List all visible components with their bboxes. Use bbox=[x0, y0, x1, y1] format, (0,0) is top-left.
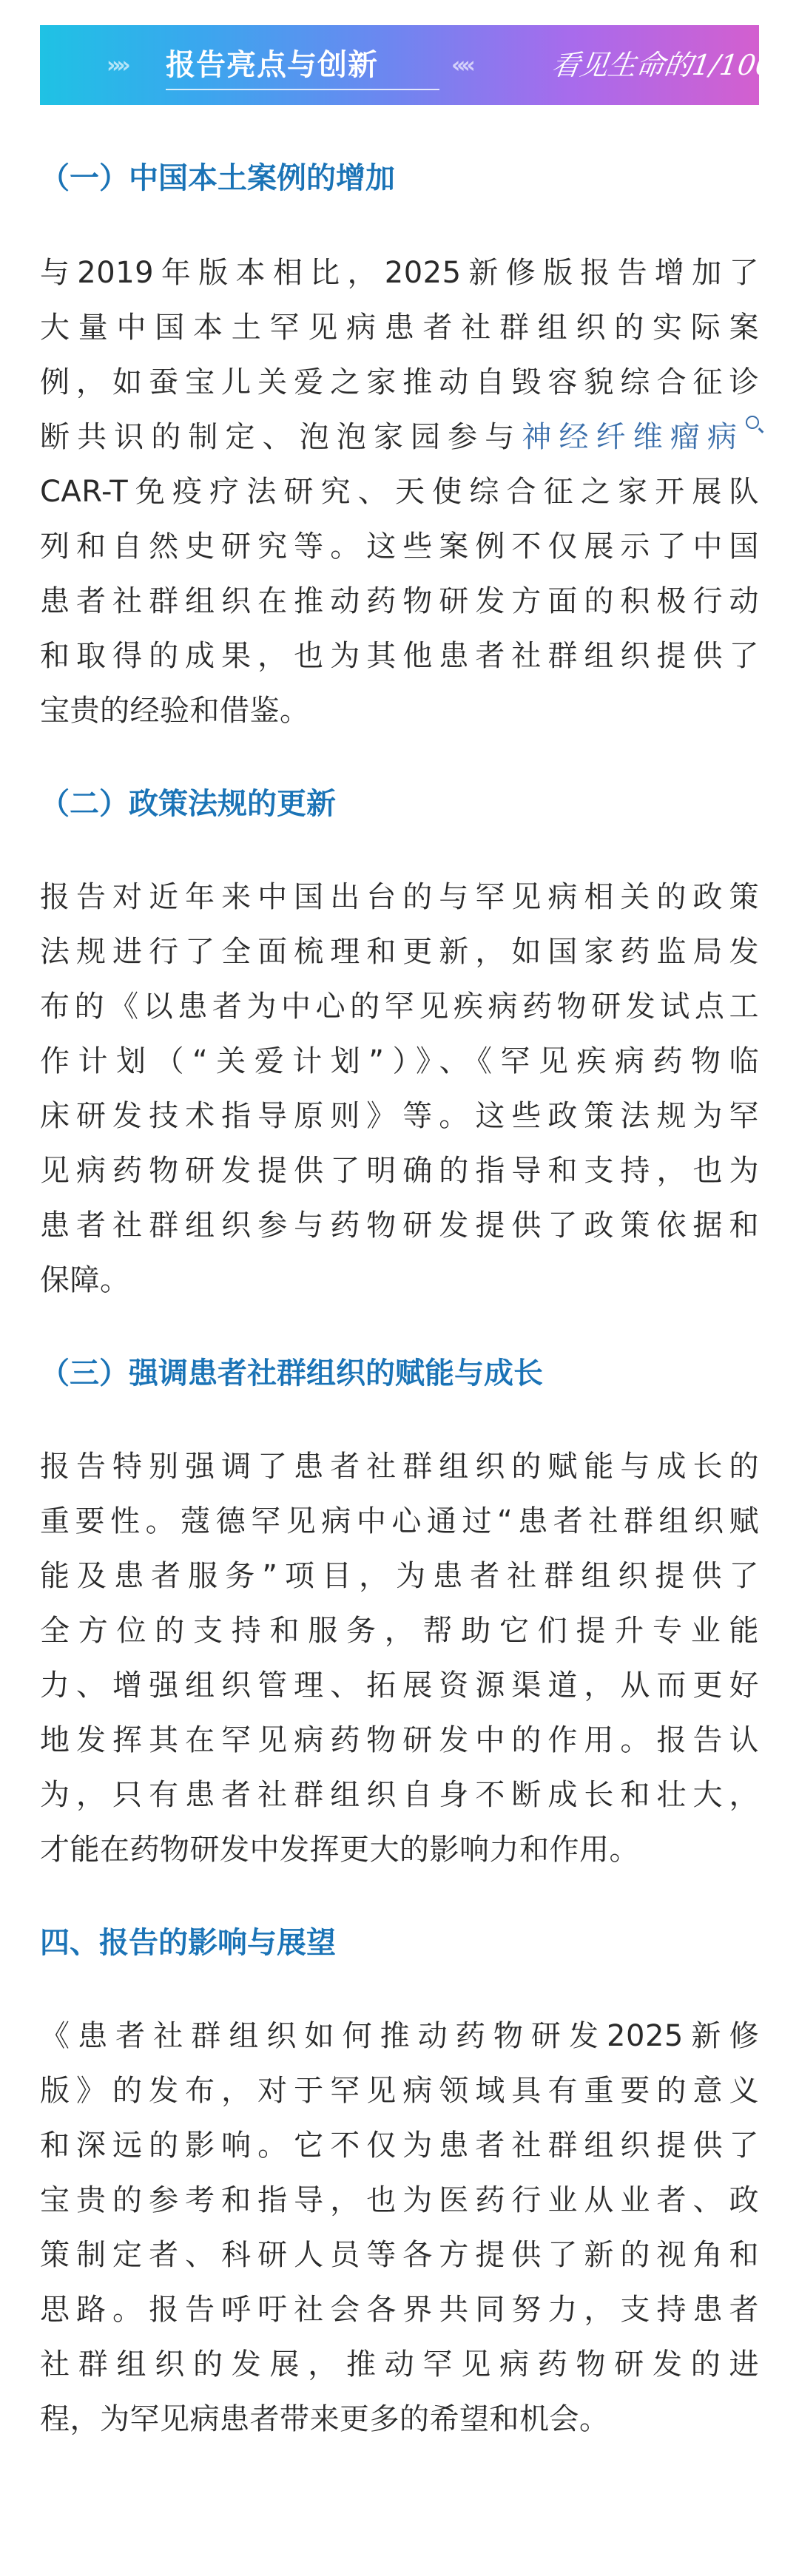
paragraph-line-text: 断共识的制定、泡泡家园参与 bbox=[40, 420, 522, 454]
paragraph-line: 策制定者、科研人员等各方提供了新的视角和 bbox=[40, 2238, 759, 2272]
section-heading-3: （三）强调患者社群组织的赋能与成长 bbox=[40, 1356, 543, 1390]
paragraph-line: 程，为罕见病患者带来更多的希望和机会。 bbox=[40, 2402, 610, 2436]
section-banner bbox=[40, 25, 794, 105]
paragraph-line-with-link bbox=[40, 410, 759, 464]
paragraph-line: 作计划（“关爱计划”）》、《罕见疾病药物临 bbox=[40, 1044, 759, 1078]
paragraph-line: 和深远的影响。它不仅为患者社群组织提供了 bbox=[40, 2129, 759, 2163]
paragraph-line: 保障。 bbox=[40, 1263, 130, 1297]
paragraph-line: 《患者社群组织如何推动药物研发2025新修 bbox=[40, 2019, 759, 2053]
paragraph-line: 与2019年版本相比，2025新修版报告增加了 bbox=[40, 256, 759, 290]
banner-title: 报告亮点与创新 bbox=[166, 48, 378, 82]
paragraph-line: 患者社群组织在推动药物研发方面的积极行动 bbox=[40, 584, 759, 618]
section-paragraph-3 bbox=[40, 1439, 759, 1877]
paragraph-line: 全方位的支持和服务，帮助它们提升专业能 bbox=[40, 1614, 759, 1648]
keyword-link[interactable]: 神经纤维瘤病 bbox=[522, 420, 745, 454]
chevron-left-icon: «« bbox=[451, 52, 471, 78]
paragraph-line: 患者社群组织参与药物研发提供了政策依据和 bbox=[40, 1208, 759, 1243]
paragraph-line: 大量中国本土罕见病患者社群组织的实际案 bbox=[40, 311, 759, 345]
paragraph-line: 能及患者服务”项目，为患者社群组织提供了 bbox=[40, 1559, 759, 1593]
paragraph-line: 宝贵的经验和借鉴。 bbox=[40, 694, 310, 728]
section-heading-2: （二）政策法规的更新 bbox=[40, 787, 336, 821]
paragraph-line: 见病药物研发提供了明确的指导和支持，也为 bbox=[40, 1154, 759, 1188]
paragraph-line: 力、增强组织管理、拓展资源渠道，从而更好 bbox=[40, 1669, 759, 1703]
paragraph-line: 重要性。蔻德罕见病中心通过“患者社群组织赋 bbox=[40, 1504, 759, 1538]
paragraph-line: 报告对近年来中国出台的与罕见病相关的政策 bbox=[40, 880, 759, 914]
paragraph-line: 地发挥其在罕见病药物研发中的作用。报告认 bbox=[40, 1723, 759, 1757]
paragraph-line: 例，如蚕宝儿关爱之家推动自毁容貌综合征诊 bbox=[40, 365, 759, 399]
chevron-right-icon: »» bbox=[107, 52, 127, 78]
paragraph-line: 版》的发布，对于罕见病领域具有重要的意义 bbox=[40, 2074, 759, 2108]
paragraph-line: 社群组织的发展，推动罕见病药物研发的进 bbox=[40, 2347, 759, 2381]
paragraph-line: 布的《以患者为中心的罕见疾病药物研发试点工 bbox=[40, 990, 759, 1024]
paragraph-line: 宝贵的参考和指导，也为医药行业从业者、政 bbox=[40, 2183, 759, 2217]
article-body bbox=[40, 111, 759, 2447]
paragraph-line: 才能在药物研发中发挥更大的影响力和作用。 bbox=[40, 1833, 639, 1867]
paragraph-line: 思路。报告呼吁社会各界共同努力，支持患者 bbox=[40, 2293, 759, 2327]
banner-slogan-logo: 看见生命的1/1000 bbox=[549, 49, 794, 81]
section-paragraph-1 bbox=[40, 246, 759, 738]
section-heading-4: 四、报告的影响与展望 bbox=[40, 1926, 336, 1960]
banner-title-underline bbox=[166, 89, 439, 90]
section-heading-1: （一）中国本土案例的增加 bbox=[40, 161, 395, 195]
paragraph-line: 为，只有患者社群组织自身不断成长和壮大， bbox=[40, 1778, 759, 1812]
search-icon[interactable] bbox=[746, 416, 759, 429]
paragraph-line: 法规进行了全面梳理和更新，如国家药监局发 bbox=[40, 935, 759, 969]
paragraph-line: 列和自然史研究等。这些案例不仅展示了中国 bbox=[40, 530, 759, 564]
section-paragraph-4 bbox=[40, 2009, 759, 2447]
section-paragraph-2 bbox=[40, 870, 759, 1308]
paragraph-line: 和取得的成果，也为其他患者社群组织提供了 bbox=[40, 639, 759, 673]
paragraph-line: 床研发技术指导原则》等。这些政策法规为罕 bbox=[40, 1099, 759, 1133]
paragraph-line: CAR-T免疫疗法研究、天使综合征之家开展队 bbox=[40, 475, 759, 509]
paragraph-line: 报告特别强调了患者社群组织的赋能与成长的 bbox=[40, 1450, 759, 1484]
